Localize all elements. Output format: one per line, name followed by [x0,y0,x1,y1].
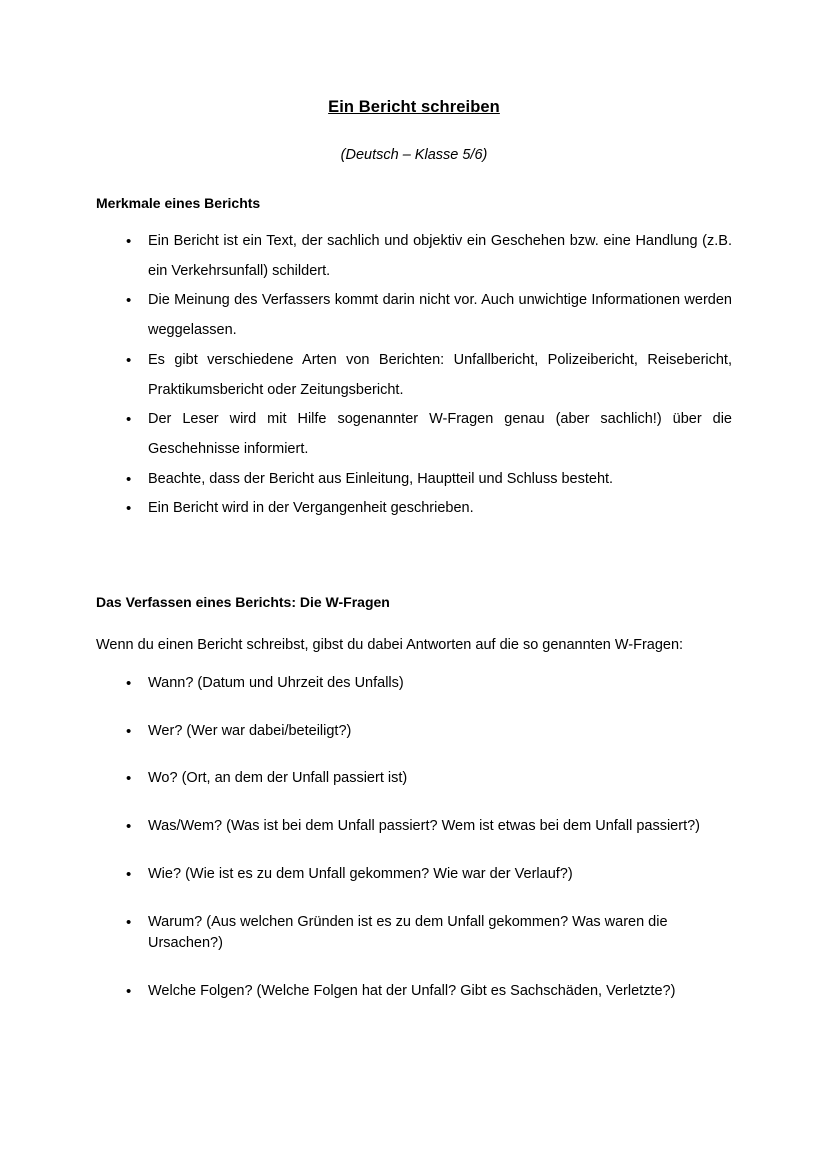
list-item: • Was/Wem? (Was ist bei dem Unfall passiert? Wem ist etwas bei dem Unfall passiert?) [96,816,732,838]
list-item: • Warum? (Aus welchen Gründen ist es zu dem Unfall gekommen? Was waren die Ursachen?) [96,912,732,956]
merkmale-list [96,227,732,524]
list-item: • Ein Bericht ist ein Text, der sachlich und objektiv ein Geschehen bzw. eine Handlung (z.B. ein Verkehrsunfall) schildert. [96,227,732,286]
page-subtitle: (Deutsch – Klasse 5/6) [340,147,488,163]
list-item: • Welche Folgen? (Welche Folgen hat der Unfall? Gibt es Sachschäden, Verletzte?) [96,981,732,1003]
list-item: • Die Meinung des Verfassers kommt darin nicht vor. Auch unwichtige Informationen werden weggelassen. [96,286,732,345]
section-heading-merkmale: Merkmale eines Berichts [96,195,261,211]
list-item: • Wie? (Wie ist es zu dem Unfall gekommen? Wie war der Verlauf?) [96,864,732,886]
list-item: • Der Leser wird mit Hilfe sogenannter W-Fragen genau (aber sachlich!) über die Geschehnisse informiert. [96,405,732,464]
w-fragen-intro: Wenn du einen Bericht schreibst, gibst du dabei Antworten auf die so genannten W-Fragen: [96,637,684,654]
w-fragen-list [96,673,732,1003]
list-item: • Wo? (Ort, an dem der Unfall passiert ist) [96,768,732,790]
list-item: • Es gibt verschiedene Arten von Berichten: Unfallbericht, Polizeibericht, Reisebericht, Praktikumsbericht oder Zeitungsbericht. [96,346,732,405]
list-item: • Beachte, dass der Bericht aus Einleitung, Hauptteil und Schluss besteht. [96,465,732,495]
list-item: • Wer? (Wer war dabei/beteiligt?) [96,721,732,743]
list-item: • Ein Bericht wird in der Vergangenheit geschrieben. [96,494,732,524]
section-heading-w-fragen: Das Verfassen eines Berichts: Die W-Fragen [96,594,390,611]
page-title: Ein Bericht schreiben [328,98,500,116]
list-item: • Wann? (Datum und Uhrzeit des Unfalls) [96,673,732,695]
